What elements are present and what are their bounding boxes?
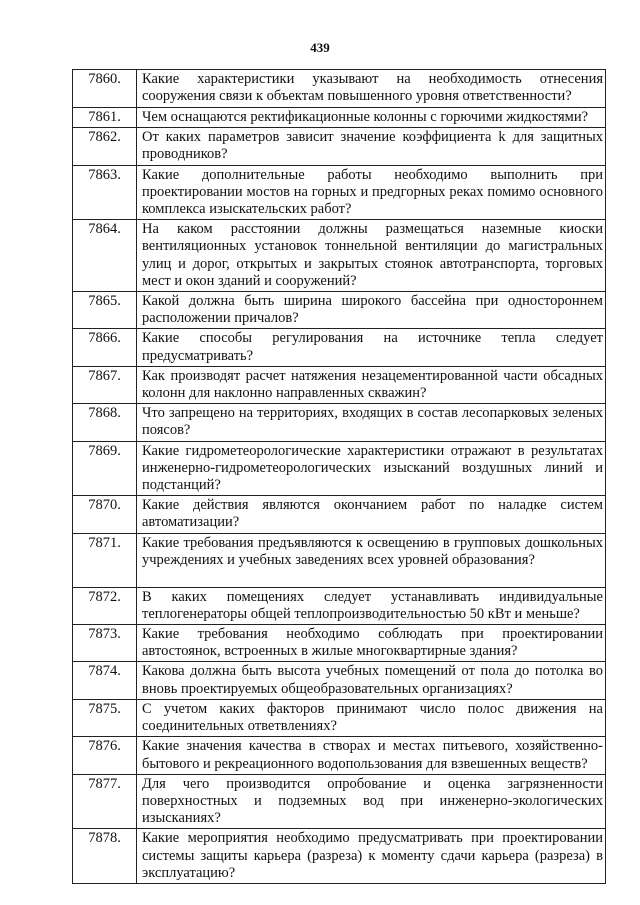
question-text: Какие требования предъявляются к освещению в групповых дошкольных учреждениях и учебных заведениях всех уровней образования?: [137, 533, 606, 587]
page-number: 439: [310, 40, 330, 55]
question-text: Для чего производится опробование и оценка загрязненности поверхностных и подземных вод при инженерно-экологических изысканиях?: [137, 774, 606, 829]
question-number: 7872.: [73, 587, 137, 624]
table-row: [73, 829, 606, 884]
question-number: 7871.: [73, 533, 137, 587]
question-number: 7875.: [73, 699, 137, 736]
table-row: [73, 441, 606, 496]
question-text: Чем оснащаются ректификационные колонны с горючими жидкостями?: [137, 108, 606, 128]
question-number: 7865.: [73, 292, 137, 329]
question-text: В каких помещениях следует устанавливать индивидуальные теплогенераторы общей теплопроизводительностью 50 кВт и меньше?: [137, 587, 606, 624]
question-text: На каком расстоянии должны размещаться наземные киоски вентиляционных установок тоннельной вентиляции до магистральных улиц и дорог, открытых и закрытых стоянок автотранспорта, торговых мест и окон зданий и сооружений?: [137, 220, 606, 292]
question-text: С учетом каких факторов принимают число полос движения на соединительных ответвлениях?: [137, 699, 606, 736]
table-row: [73, 662, 606, 699]
question-number: 7873.: [73, 625, 137, 662]
question-text: От каких параметров зависит значение коэффициента k для защитных проводников?: [137, 128, 606, 165]
question-text: Как производят расчет натяжения незацементированной части обсадных колонн для наклонно направленных скважин?: [137, 366, 606, 403]
table-row: [73, 533, 606, 587]
question-text: Что запрещено на территориях, входящих в состав лесопарковых зеленых поясов?: [137, 404, 606, 441]
question-number: 7870.: [73, 496, 137, 533]
question-number: 7877.: [73, 774, 137, 829]
table-row: [73, 220, 606, 292]
table-row: [73, 70, 606, 108]
question-number: 7878.: [73, 829, 137, 884]
table-row: [73, 496, 606, 533]
question-number: 7860.: [73, 70, 137, 108]
question-text: Какие гидрометеорологические характеристики отражают в результатах инженерно-гидрометеорологических изысканий воздушных линий и подстанций?: [137, 441, 606, 496]
question-text: Какие значения качества в створах и местах питьевого, хозяйственно-бытового и рекреационного водопользования для взвешенных веществ?: [137, 737, 606, 774]
question-text: Какие мероприятия необходимо предусматривать при проектировании системы защиты карьера (разреза) к моменту сдачи карьера (разреза) в эксплуатацию?: [137, 829, 606, 884]
table-row: [73, 774, 606, 829]
question-number: 7866.: [73, 329, 137, 366]
questions-table: [72, 69, 606, 884]
table-row: [73, 165, 606, 220]
question-text: Какие способы регулирования на источнике тепла следует предусматривать?: [137, 329, 606, 366]
question-number: 7867.: [73, 366, 137, 403]
question-number: 7876.: [73, 737, 137, 774]
question-number: 7863.: [73, 165, 137, 220]
table-row: [73, 292, 606, 329]
question-text: Какие требования необходимо соблюдать при проектировании автостоянок, встроенных в жилые многоквартирные здания?: [137, 625, 606, 662]
table-row: [73, 404, 606, 441]
table-row: [73, 128, 606, 165]
table-row: [73, 587, 606, 624]
question-text: Какова должна быть высота учебных помещений от пола до потолка во вновь проектируемых общеобразовательных организациях?: [137, 662, 606, 699]
question-text: Какой должна быть ширина широкого бассейна при одностороннем расположении причалов?: [137, 292, 606, 329]
question-number: 7864.: [73, 220, 137, 292]
question-text: Какие действия являются окончанием работ по наладке систем автоматизации?: [137, 496, 606, 533]
question-number: 7869.: [73, 441, 137, 496]
table-row: [73, 366, 606, 403]
question-text: Какие дополнительные работы необходимо выполнить при проектировании мостов на горных и предгорных реках помимо основного комплекса изыскательских работ?: [137, 165, 606, 220]
table-row: [73, 699, 606, 736]
question-number: 7862.: [73, 128, 137, 165]
table-row: [73, 737, 606, 774]
question-number: 7874.: [73, 662, 137, 699]
table-row: [73, 329, 606, 366]
question-number: 7868.: [73, 404, 137, 441]
table-row: [73, 625, 606, 662]
question-number: 7861.: [73, 108, 137, 128]
table-row: [73, 108, 606, 128]
question-text: Какие характеристики указывают на необходимость отнесения сооружения связи к объектам повышенного уровня ответственности?: [137, 70, 606, 108]
